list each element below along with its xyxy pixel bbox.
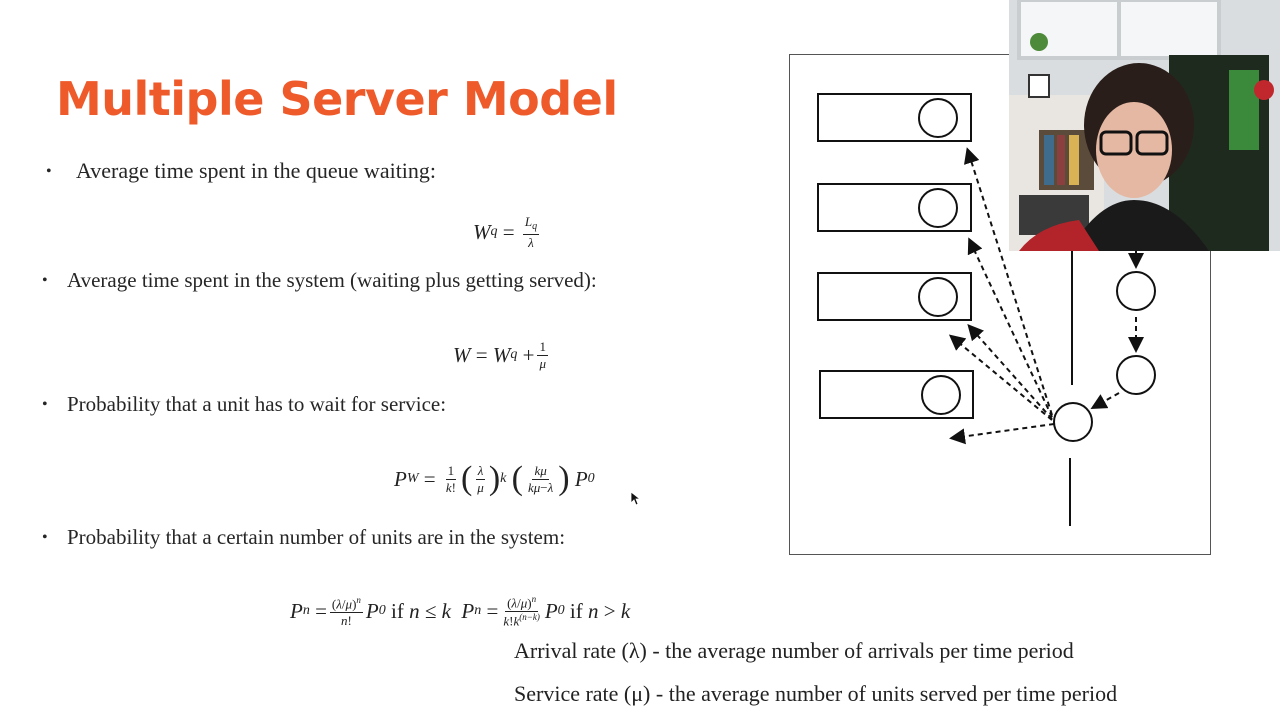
server-circle bbox=[922, 376, 960, 414]
server-2 bbox=[818, 184, 971, 231]
formula-wq: W q = $\frac{L_q}{\lambda}$ bbox=[473, 214, 538, 250]
server-4 bbox=[820, 371, 973, 418]
bullet-dot: • bbox=[42, 529, 48, 546]
service-rate-definition: Service rate (μ) - the average number of units served per time period bbox=[514, 681, 1118, 706]
formula-pn: P n = $\frac{(\lambda/\mu)^n}{n!}$ P 0 if n ≤ k P n = $\frac{(\lambda/\mu)^n}{k!k^{(n-k)}}$ P 0 if n > k bbox=[290, 594, 631, 629]
server-circle bbox=[919, 189, 957, 227]
cursor-arrow-icon bbox=[631, 492, 641, 506]
queue-head-circle bbox=[1054, 403, 1092, 441]
bullet-units-probability: • Probability that a certain number of units are in the system: bbox=[42, 525, 566, 549]
formula-pw: P W = $\frac{1}{k!}$ ( $\frac{\lambda}{\mu}$ ) k ( $\frac{k\mu}{k\mu-\lambda}$ ) P 0 bbox=[394, 460, 595, 497]
webcam-picture bbox=[1009, 0, 1280, 251]
bullet-wait-probability: • Probability that a unit has to wait for service: bbox=[42, 392, 447, 416]
arrival-circle-2 bbox=[1117, 356, 1155, 394]
arrival-circle-1 bbox=[1117, 272, 1155, 310]
server-3 bbox=[818, 273, 971, 320]
webcam-overlay bbox=[1009, 0, 1280, 251]
bullet-dot: • bbox=[42, 272, 48, 289]
server-circle bbox=[919, 99, 957, 137]
arrival-rate-definition: Arrival rate (λ) - the average number of arrivals per time period bbox=[514, 638, 1074, 663]
bullet-dot: • bbox=[46, 163, 52, 180]
server-circle bbox=[919, 278, 957, 316]
slide-title: Multiple Server Model bbox=[56, 72, 618, 126]
formula-w: W = W q + $\frac{1}{\mu}$ bbox=[453, 339, 546, 371]
bullet-queue-time: • Average time spent in the queue waiting: bbox=[46, 158, 437, 183]
bullet-dot: • bbox=[42, 396, 48, 413]
server-1 bbox=[818, 94, 971, 141]
bullet-system-time: • Average time spent in the system (waiting plus getting served): bbox=[42, 268, 597, 292]
